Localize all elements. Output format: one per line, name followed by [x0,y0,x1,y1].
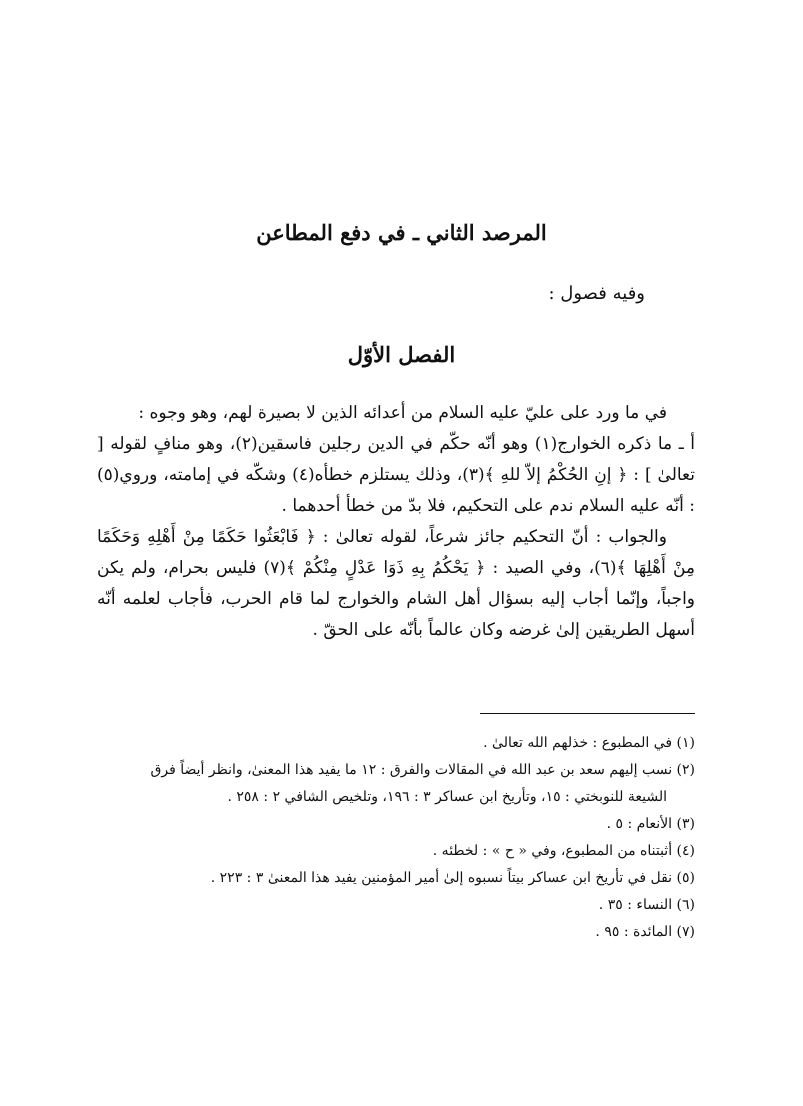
footnote-divider [480,713,695,714]
footnote-continuation: الشيعة للنوبختي : ١٥، وتأريخ ابن عساكر ٣ : ١٩٦، وتلخيص الشافي ٢ : ٢٥٨ . [227,789,667,805]
footnotes [95,730,695,946]
paragraph: في ما ورد على عليّ عليه السلام من أعدائه الذين لا بصيرة لهم، وهو وجوه : [138,403,667,423]
paragraph: والجواب : أنّ التحكيم جائز شرعاً، لقوله تعالىٰ : ﴿ فَابْعَثُوا حَكَمًا مِنْ أَهْلِهِ وَحَكَمًا مِنْ أَهْلِهَا ﴾(٦)، وفي الصيد : ﴿ يَحْكُمُ بِهِ ذَوَا عَدْلٍ مِنْكُمْ ﴾(٧) فليس بحرام، ولم يكن واجباً، وإنّما أجاب إليه بسؤال أهل الشام والخوارج لما قام الحرب، فأجاب لعلمه أنّه أسهل الطريقين إلىٰ غرضه وكان عالماً بأنّه على الحقّ . [97,527,696,640]
body-text [97,398,695,646]
footnote: (٤) أثبتناه من المطبوع، وفي « ح » : لخطئه . [432,843,695,859]
footnote: (٧) المائدة : ٩٥ . [595,924,695,940]
footnote: (٦) النساء : ٣٥ . [598,897,695,913]
footnote: (٢) نسب إليهم سعد بن عبد الله في المقالات والفرق : ١٢ ما يفيد هذا المعنىٰ، وانظر أيضاً فرق [150,762,695,778]
footnote: (٣) الأنعام : ٥ . [606,816,695,832]
footnote: (١) في المطبوع : خذلهم الله تعالىٰ . [483,735,695,751]
section-title: المرصد الثاني ـ في دفع المطاعن [256,220,547,245]
chapter-title: الفصل الأوّل [347,342,456,367]
footnote: (٥) نقل في تأريخ ابن عساكر بيتاً نسبوه إلىٰ أمير المؤمنين يفيد هذا المعنىٰ ٣ : ٢٢٣ . [210,870,695,886]
intro-line: وفيه فصول : [548,283,645,304]
paragraph: أ ـ ما ذكره الخوارج(١) وهو أنّه حكّم في الدين رجلين فاسقين(٢)، وهو منافٍ لقوله [ تعالىٰ ] : ﴿ إنِ الحُكْمُ إلاّ للهِ ﴾(٣)، وذلك يستلزم خطأه(٤) وشكّه في إمامته، وروي(٥) : أنّه عليه السلام ندم على التحكيم، فلا بدّ من خطأ أحدهما . [97,434,696,516]
